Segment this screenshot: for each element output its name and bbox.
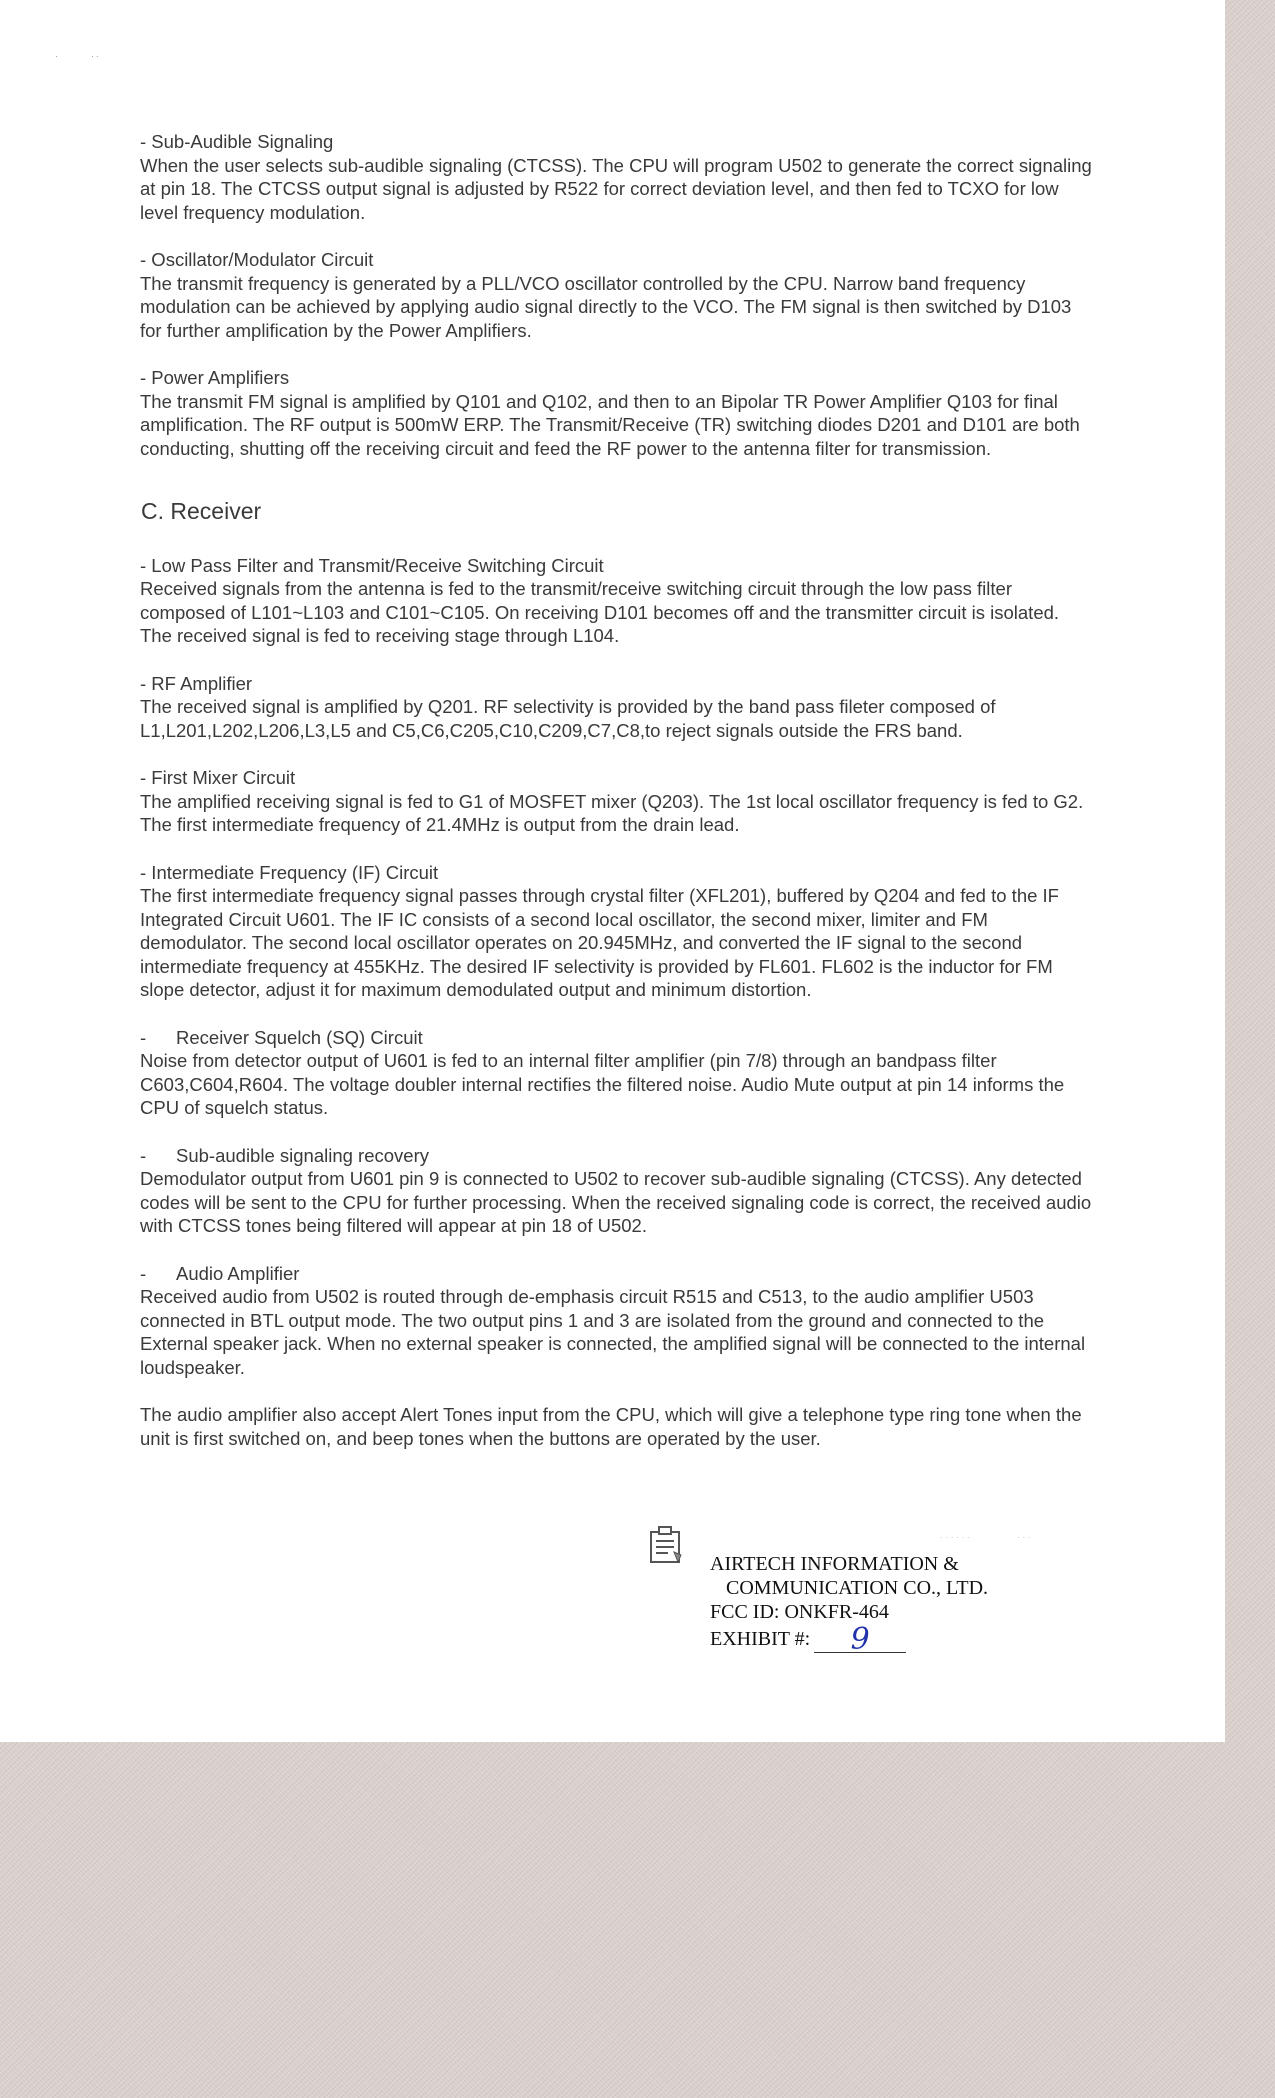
section-power-amplifiers <box>140 366 1095 460</box>
section-body: Demodulator output from U601 pin 9 is connected to U502 to recover sub-audible signaling (CTCSS). Any detected codes will be sent to the CPU for further processing. When the received signaling code is correct, the received audio with CTCSS tones being filtered will appear at pin 18 of U502. <box>140 1168 1092 1236</box>
closing-section <box>140 1403 1095 1450</box>
fcc-id: FCC ID: ONKFR-464 <box>710 1601 889 1623</box>
section-rf-amplifier <box>140 672 1095 743</box>
section-dash: - <box>140 1262 147 1284</box>
receiver-heading: C. Receiver <box>141 498 262 524</box>
section-heading: - Low Pass Filter and Transmit/Receive Switching Circuit <box>140 554 604 576</box>
section-heading: Sub-audible signaling recovery <box>176 1144 429 1166</box>
section-intermediate-frequency <box>140 861 1095 1002</box>
section-body: The transmit frequency is generated by a PLL/VCO oscillator controlled by the CPU. Narrow band frequency modulation can be achieved by applying audio signal directly to the VCO. The FM signal is then switched by D103 for further amplification by the Power Amplifiers. <box>140 272 1072 341</box>
section-heading: Receiver Squelch (SQ) Circuit <box>176 1026 423 1048</box>
note-icon[interactable] <box>648 1524 684 1564</box>
section-body: Received signals from the antenna is fed to the transmit/receive switching circuit through the low pass filter composed of L101~L103 and C101~C105. On receiving D101 becomes off and the transmitter circuit is isolated. The received signal is fed to receiving stage through L104. <box>140 578 1060 646</box>
section-heading: - First Mixer Circuit <box>140 767 296 788</box>
section-body: The received signal is amplified by Q201. RF selectivity is provided by the band pass fileter composed of L1,L201,L202,L206,L3,L5 and C5,C6,C205,C10,C209,C7,C8,to reject signals outside the FRS band. <box>140 696 996 741</box>
section-heading: - RF Amplifier <box>140 672 253 694</box>
section-audio-amplifier <box>140 1262 1095 1380</box>
company-name-line2: COMMUNICATION CO., LTD. <box>726 1577 989 1599</box>
section-dash: - <box>140 1144 147 1166</box>
section-heading: Audio Amplifier <box>176 1262 300 1284</box>
section-heading: - Intermediate Frequency (IF) Circuit <box>140 861 439 883</box>
section-body: When the user selects sub-audible signaling (CTCSS). The CPU will program U502 to generate the correct signaling at pin 18. The CTCSS output signal is adjusted by R522 for correct deviation level, and then fed to TCXO for low level frequency modulation. <box>140 154 1092 223</box>
section-heading: - Sub-Audible Signaling <box>140 131 334 152</box>
company-name-line1: AIRTECH INFORMATION & <box>710 1553 959 1575</box>
section-receiver-squelch <box>140 1026 1095 1120</box>
exhibit-number: 9 <box>814 1628 906 1653</box>
section-dash: - <box>140 1026 147 1048</box>
exhibit-line <box>710 1622 988 1657</box>
scan-specks-faint: ...... ... <box>940 1530 1034 1540</box>
section-body: The amplified receiving signal is fed to G1 of MOSFET mixer (Q203). The 1st local oscillator frequency is fed to G2. The first intermediate frequency of 21.4MHz is output from the drain lead. <box>140 790 1084 835</box>
section-sub-audible-recovery <box>140 1144 1095 1238</box>
section-body: The transmit FM signal is amplified by Q101 and Q102, and then to an Bipolar TR Power Amplifier Q103 for final amplification. The RF output is 500mW ERP. The Transmit/Receive (TR) switching diodes D201 and D101 are both conducting, shutting off the receiving circuit and feed the RF power to the antenna filter for transmission. <box>140 390 1080 459</box>
section-low-pass-filter <box>140 554 1095 648</box>
section-heading: - Oscillator/Modulator Circuit <box>140 249 374 270</box>
scan-specks: · · · <box>55 52 99 61</box>
section-body: Received audio from U502 is routed through de-emphasis circuit R515 and C513, to the audio amplifier U503 connected in BTL output mode. The two output pins 1 and 3 are isolated from the ground and connected to the External speaker jack. When no external speaker is connected, the amplified signal will be connected to the internal loudspeaker. <box>140 1286 1086 1378</box>
section-sub-audible-signaling <box>140 130 1095 224</box>
section-body: Noise from detector output of U601 is fed to an internal filter amplifier (pin 7/8) through an bandpass filter C603,C604,R604. The voltage doubler internal rectifies the filtered noise. Audio Mute output at pin 14 informs the CPU of squelch status. <box>140 1050 1065 1118</box>
section-oscillator-modulator <box>140 248 1095 342</box>
exhibit-label: EXHIBIT #: <box>710 1628 811 1650</box>
section-heading: - Power Amplifiers <box>140 367 290 388</box>
company-stamp <box>710 1552 989 1657</box>
section-first-mixer <box>140 766 1095 837</box>
document-body <box>140 130 1095 1474</box>
section-body: The first intermediate frequency signal passes through crystal filter (XFL201), buffered by Q204 and fed to the IF Integrated Circuit U601. The IF IC consists of a second local oscillator, the second mixer, limiter and FM demodulator. The second local oscillator operates on 20.945MHz, and converted the IF signal to the second intermediate frequency at 455KHz. The desired IF selectivity is provided by FL601. FL602 is the inductor for FM slope detector, adjust it for maximum demodulated output and minimum distortion. <box>140 885 1059 1000</box>
closing-paragraph: The audio amplifier also accept Alert Tones input from the CPU, which will give a telephone type ring tone when the unit is first switched on, and beep tones when the buttons are operated by the user. <box>140 1404 1082 1449</box>
